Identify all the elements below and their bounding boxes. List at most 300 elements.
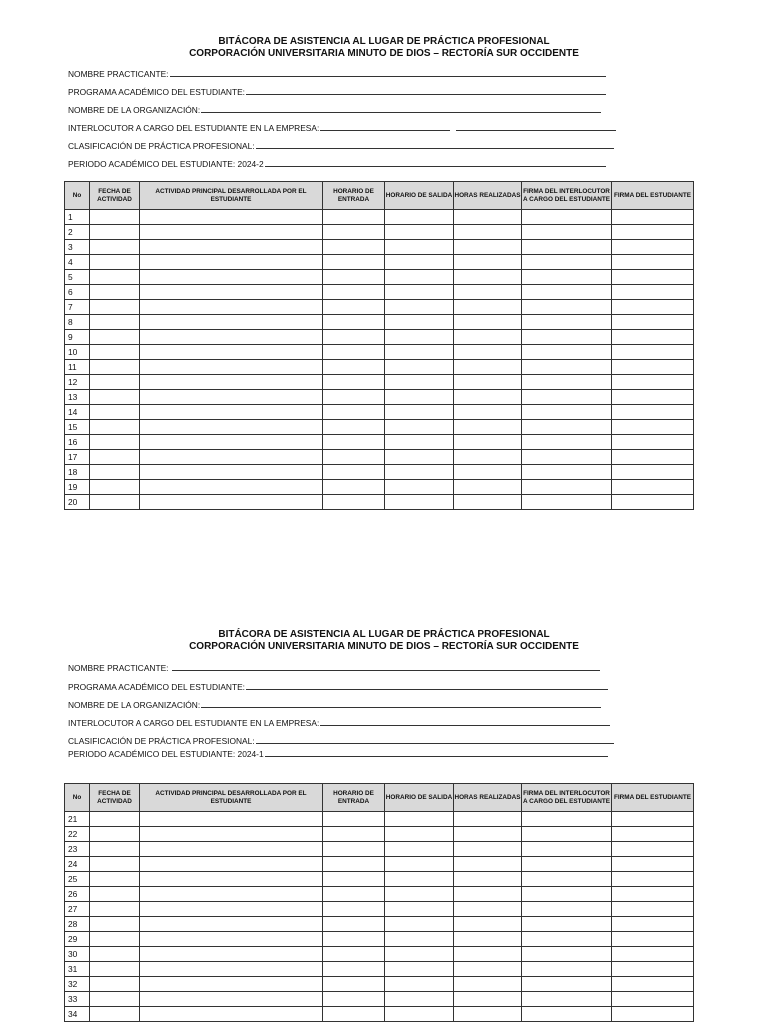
cell-horas[interactable] [454, 857, 522, 872]
field-nombre-practicante[interactable] [68, 68, 606, 80]
cell-fecha[interactable] [90, 375, 140, 390]
field-label: NOMBRE DE LA ORGANIZACIÓN: [68, 700, 201, 710]
cell-firma-estudiante[interactable] [612, 977, 694, 992]
cell-actividad[interactable] [140, 917, 323, 932]
cell-salida[interactable] [385, 330, 454, 345]
cell-entrada[interactable] [323, 480, 385, 495]
cell-fecha[interactable] [90, 345, 140, 360]
cell-horas[interactable] [454, 947, 522, 962]
cell-horas[interactable] [454, 1007, 522, 1022]
cell-actividad[interactable] [140, 300, 323, 315]
fill-line [170, 68, 606, 77]
cell-salida[interactable] [385, 1007, 454, 1022]
cell-salida[interactable] [385, 450, 454, 465]
cell-fecha[interactable] [90, 902, 140, 917]
cell-fecha[interactable] [90, 917, 140, 932]
cell-salida[interactable] [385, 495, 454, 510]
cell-actividad[interactable] [140, 872, 323, 887]
cell-horas[interactable] [454, 360, 522, 375]
cell-actividad[interactable] [140, 977, 323, 992]
cell-actividad[interactable] [140, 480, 323, 495]
cell-horas[interactable] [454, 270, 522, 285]
cell-horas[interactable] [454, 330, 522, 345]
cell-horas[interactable] [454, 887, 522, 902]
field-clasificacion[interactable] [68, 140, 614, 152]
cell-salida[interactable] [385, 240, 454, 255]
cell-firma-estudiante[interactable] [612, 405, 694, 420]
cell-fecha[interactable] [90, 947, 140, 962]
cell-firma-interlocutor[interactable] [522, 962, 612, 977]
cell-entrada[interactable] [323, 917, 385, 932]
cell-horas[interactable] [454, 917, 522, 932]
field-nombre-organizacion[interactable] [68, 104, 601, 116]
cell-salida[interactable] [385, 932, 454, 947]
cell-horas[interactable] [454, 465, 522, 480]
cell-fecha[interactable] [90, 977, 140, 992]
cell-firma-interlocutor[interactable] [522, 225, 612, 240]
cell-fecha[interactable] [90, 255, 140, 270]
cell-entrada[interactable] [323, 902, 385, 917]
cell-salida[interactable] [385, 405, 454, 420]
header-no: No [65, 182, 90, 210]
cell-entrada[interactable] [323, 210, 385, 225]
cell-fecha[interactable] [90, 270, 140, 285]
cell-horas[interactable] [454, 480, 522, 495]
cell-firma-estudiante[interactable] [612, 390, 694, 405]
row-number: 7 [65, 300, 90, 315]
cell-entrada[interactable] [323, 992, 385, 1007]
cell-firma-estudiante[interactable] [612, 255, 694, 270]
field-interlocutor[interactable] [68, 122, 616, 134]
cell-firma-interlocutor[interactable] [522, 842, 612, 857]
cell-fecha[interactable] [90, 435, 140, 450]
cell-entrada[interactable] [323, 962, 385, 977]
cell-firma-estudiante[interactable] [612, 375, 694, 390]
cell-firma-estudiante[interactable] [612, 360, 694, 375]
cell-firma-interlocutor[interactable] [522, 917, 612, 932]
fill-line [201, 699, 601, 708]
field-periodo-academico[interactable] [68, 158, 606, 170]
cell-entrada[interactable] [323, 345, 385, 360]
cell-firma-interlocutor[interactable] [522, 495, 612, 510]
fill-line [201, 104, 601, 113]
cell-actividad[interactable] [140, 330, 323, 345]
cell-salida[interactable] [385, 300, 454, 315]
cell-firma-interlocutor[interactable] [522, 947, 612, 962]
cell-actividad[interactable] [140, 375, 323, 390]
header-actividad-principal: ACTIVIDAD PRINCIPAL DESARROLLADA POR EL ESTUDIANTE [140, 784, 323, 812]
cell-firma-interlocutor[interactable] [522, 240, 612, 255]
cell-entrada[interactable] [323, 857, 385, 872]
cell-actividad[interactable] [140, 405, 323, 420]
cell-actividad[interactable] [140, 270, 323, 285]
cell-fecha[interactable] [90, 390, 140, 405]
cell-salida[interactable] [385, 977, 454, 992]
cell-firma-interlocutor[interactable] [522, 345, 612, 360]
cell-horas[interactable] [454, 435, 522, 450]
row-number: 27 [65, 902, 90, 917]
cell-fecha[interactable] [90, 360, 140, 375]
cell-entrada[interactable] [323, 390, 385, 405]
cell-fecha[interactable] [90, 827, 140, 842]
cell-horas[interactable] [454, 315, 522, 330]
cell-salida[interactable] [385, 827, 454, 842]
cell-firma-interlocutor[interactable] [522, 270, 612, 285]
cell-salida[interactable] [385, 360, 454, 375]
cell-horas[interactable] [454, 285, 522, 300]
cell-firma-interlocutor[interactable] [522, 330, 612, 345]
cell-actividad[interactable] [140, 495, 323, 510]
field-label: CLASIFICACIÓN DE PRÁCTICA PROFESIONAL: [68, 141, 255, 151]
cell-salida[interactable] [385, 390, 454, 405]
table-row [65, 947, 694, 962]
cell-firma-estudiante[interactable] [612, 962, 694, 977]
cell-salida[interactable] [385, 812, 454, 827]
table-row [65, 992, 694, 1007]
cell-firma-interlocutor[interactable] [522, 827, 612, 842]
header-fecha-actividad: FECHA DE ACTIVIDAD [90, 182, 140, 210]
table-row [65, 465, 694, 480]
cell-fecha[interactable] [90, 405, 140, 420]
cell-firma-estudiante[interactable] [612, 872, 694, 887]
cell-entrada[interactable] [323, 812, 385, 827]
cell-firma-interlocutor[interactable] [522, 435, 612, 450]
cell-entrada[interactable] [323, 225, 385, 240]
cell-horas[interactable] [454, 420, 522, 435]
cell-salida[interactable] [385, 465, 454, 480]
field-interlocutor[interactable] [68, 717, 610, 729]
cell-firma-estudiante[interactable] [612, 300, 694, 315]
cell-fecha[interactable] [90, 225, 140, 240]
table-row [65, 285, 694, 300]
cell-salida[interactable] [385, 480, 454, 495]
cell-horas[interactable] [454, 932, 522, 947]
cell-salida[interactable] [385, 947, 454, 962]
cell-firma-estudiante[interactable] [612, 450, 694, 465]
row-number: 22 [65, 827, 90, 842]
cell-actividad[interactable] [140, 240, 323, 255]
field-label: NOMBRE PRACTICANTE: [68, 69, 169, 79]
cell-horas[interactable] [454, 300, 522, 315]
field-programa-academico[interactable] [68, 86, 606, 98]
cell-fecha[interactable] [90, 857, 140, 872]
fill-line [265, 158, 606, 167]
cell-actividad[interactable] [140, 210, 323, 225]
cell-horas[interactable] [454, 405, 522, 420]
cell-horas[interactable] [454, 345, 522, 360]
cell-firma-estudiante[interactable] [612, 812, 694, 827]
cell-fecha[interactable] [90, 812, 140, 827]
header-horario-entrada: HORARIO DE ENTRADA [323, 182, 385, 210]
cell-firma-estudiante[interactable] [612, 210, 694, 225]
table-row [65, 435, 694, 450]
row-number: 32 [65, 977, 90, 992]
cell-firma-estudiante[interactable] [612, 465, 694, 480]
cell-actividad[interactable] [140, 812, 323, 827]
table-row [65, 345, 694, 360]
cell-firma-interlocutor[interactable] [522, 420, 612, 435]
form-title [0, 629, 768, 653]
cell-fecha[interactable] [90, 465, 140, 480]
cell-firma-interlocutor[interactable] [522, 887, 612, 902]
cell-firma-estudiante[interactable] [612, 285, 694, 300]
cell-firma-interlocutor[interactable] [522, 390, 612, 405]
cell-actividad[interactable] [140, 902, 323, 917]
cell-firma-estudiante[interactable] [612, 420, 694, 435]
cell-actividad[interactable] [140, 947, 323, 962]
cell-firma-interlocutor[interactable] [522, 812, 612, 827]
field-label: PROGRAMA ACADÉMICO DEL ESTUDIANTE: [68, 87, 245, 97]
cell-fecha[interactable] [90, 962, 140, 977]
table-row [65, 812, 694, 827]
cell-fecha[interactable] [90, 872, 140, 887]
cell-horas[interactable] [454, 450, 522, 465]
row-number: 11 [65, 360, 90, 375]
cell-firma-estudiante[interactable] [612, 887, 694, 902]
cell-firma-interlocutor[interactable] [522, 977, 612, 992]
cell-actividad[interactable] [140, 345, 323, 360]
cell-salida[interactable] [385, 857, 454, 872]
table-row [65, 270, 694, 285]
cell-salida[interactable] [385, 887, 454, 902]
cell-firma-estudiante[interactable] [612, 917, 694, 932]
cell-firma-estudiante[interactable] [612, 932, 694, 947]
row-number: 29 [65, 932, 90, 947]
cell-horas[interactable] [454, 255, 522, 270]
cell-firma-estudiante[interactable] [612, 240, 694, 255]
table-row [65, 827, 694, 842]
cell-fecha[interactable] [90, 420, 140, 435]
cell-firma-estudiante[interactable] [612, 857, 694, 872]
cell-salida[interactable] [385, 375, 454, 390]
cell-salida[interactable] [385, 435, 454, 450]
cell-entrada[interactable] [323, 872, 385, 887]
cell-salida[interactable] [385, 315, 454, 330]
cell-firma-interlocutor[interactable] [522, 255, 612, 270]
cell-salida[interactable] [385, 842, 454, 857]
cell-entrada[interactable] [323, 255, 385, 270]
cell-horas[interactable] [454, 827, 522, 842]
cell-actividad[interactable] [140, 1007, 323, 1022]
cell-firma-estudiante[interactable] [612, 435, 694, 450]
cell-firma-estudiante[interactable] [612, 495, 694, 510]
row-number: 19 [65, 480, 90, 495]
cell-horas[interactable] [454, 902, 522, 917]
cell-firma-estudiante[interactable] [612, 902, 694, 917]
table-row [65, 210, 694, 225]
table-row [65, 330, 694, 345]
cell-entrada[interactable] [323, 300, 385, 315]
table-row [65, 857, 694, 872]
cell-firma-interlocutor[interactable] [522, 210, 612, 225]
cell-firma-estudiante[interactable] [612, 827, 694, 842]
cell-fecha[interactable] [90, 992, 140, 1007]
cell-salida[interactable] [385, 872, 454, 887]
cell-actividad[interactable] [140, 315, 323, 330]
cell-entrada[interactable] [323, 465, 385, 480]
cell-firma-interlocutor[interactable] [522, 450, 612, 465]
cell-fecha[interactable] [90, 450, 140, 465]
cell-actividad[interactable] [140, 450, 323, 465]
cell-firma-estudiante[interactable] [612, 225, 694, 240]
cell-horas[interactable] [454, 812, 522, 827]
cell-entrada[interactable] [323, 240, 385, 255]
cell-fecha[interactable] [90, 932, 140, 947]
cell-firma-estudiante[interactable] [612, 1007, 694, 1022]
cell-entrada[interactable] [323, 827, 385, 842]
cell-firma-interlocutor[interactable] [522, 902, 612, 917]
cell-actividad[interactable] [140, 827, 323, 842]
cell-salida[interactable] [385, 270, 454, 285]
cell-actividad[interactable] [140, 360, 323, 375]
cell-actividad[interactable] [140, 255, 323, 270]
field-nombre-practicante[interactable] [68, 662, 600, 674]
field-label: PERIODO ACADÉMICO DEL ESTUDIANTE: 2024-2 [68, 159, 264, 169]
header-horario-entrada: HORARIO DE ENTRADA [323, 784, 385, 812]
cell-entrada[interactable] [323, 450, 385, 465]
cell-horas[interactable] [454, 225, 522, 240]
table-row [65, 1007, 694, 1022]
table-row [65, 962, 694, 977]
cell-firma-interlocutor[interactable] [522, 857, 612, 872]
cell-firma-interlocutor[interactable] [522, 285, 612, 300]
cell-firma-interlocutor[interactable] [522, 360, 612, 375]
field-clasificacion[interactable] [68, 735, 614, 747]
cell-fecha[interactable] [90, 842, 140, 857]
cell-fecha[interactable] [90, 480, 140, 495]
form-title-line-1: BITÁCORA DE ASISTENCIA AL LUGAR DE PRÁCTICA PROFESIONAL [218, 36, 550, 47]
cell-firma-estudiante[interactable] [612, 480, 694, 495]
cell-fecha[interactable] [90, 887, 140, 902]
cell-entrada[interactable] [323, 932, 385, 947]
cell-horas[interactable] [454, 210, 522, 225]
cell-actividad[interactable] [140, 932, 323, 947]
cell-firma-estudiante[interactable] [612, 842, 694, 857]
cell-salida[interactable] [385, 420, 454, 435]
cell-firma-interlocutor[interactable] [522, 872, 612, 887]
cell-actividad[interactable] [140, 887, 323, 902]
cell-salida[interactable] [385, 902, 454, 917]
cell-entrada[interactable] [323, 977, 385, 992]
cell-actividad[interactable] [140, 390, 323, 405]
cell-entrada[interactable] [323, 285, 385, 300]
cell-entrada[interactable] [323, 405, 385, 420]
cell-firma-interlocutor[interactable] [522, 315, 612, 330]
cell-entrada[interactable] [323, 495, 385, 510]
cell-entrada[interactable] [323, 330, 385, 345]
cell-firma-interlocutor[interactable] [522, 1007, 612, 1022]
cell-salida[interactable] [385, 255, 454, 270]
header-fecha-actividad: FECHA DE ACTIVIDAD [90, 784, 140, 812]
cell-fecha[interactable] [90, 210, 140, 225]
cell-salida[interactable] [385, 992, 454, 1007]
cell-fecha[interactable] [90, 495, 140, 510]
cell-entrada[interactable] [323, 842, 385, 857]
cell-salida[interactable] [385, 345, 454, 360]
row-number: 28 [65, 917, 90, 932]
cell-firma-interlocutor[interactable] [522, 992, 612, 1007]
cell-salida[interactable] [385, 917, 454, 932]
cell-horas[interactable] [454, 962, 522, 977]
cell-horas[interactable] [454, 977, 522, 992]
cell-actividad[interactable] [140, 225, 323, 240]
row-number: 15 [65, 420, 90, 435]
cell-horas[interactable] [454, 992, 522, 1007]
cell-entrada[interactable] [323, 375, 385, 390]
cell-fecha[interactable] [90, 330, 140, 345]
cell-actividad[interactable] [140, 435, 323, 450]
cell-entrada[interactable] [323, 435, 385, 450]
cell-fecha[interactable] [90, 285, 140, 300]
cell-horas[interactable] [454, 842, 522, 857]
cell-fecha[interactable] [90, 240, 140, 255]
table-row [65, 360, 694, 375]
cell-actividad[interactable] [140, 285, 323, 300]
cell-firma-estudiante[interactable] [612, 992, 694, 1007]
cell-actividad[interactable] [140, 857, 323, 872]
cell-firma-estudiante[interactable] [612, 315, 694, 330]
cell-firma-interlocutor[interactable] [522, 932, 612, 947]
table-row [65, 977, 694, 992]
cell-salida[interactable] [385, 285, 454, 300]
cell-actividad[interactable] [140, 420, 323, 435]
cell-fecha[interactable] [90, 1007, 140, 1022]
cell-firma-interlocutor[interactable] [522, 480, 612, 495]
cell-firma-interlocutor[interactable] [522, 300, 612, 315]
cell-horas[interactable] [454, 240, 522, 255]
row-number: 2 [65, 225, 90, 240]
cell-fecha[interactable] [90, 300, 140, 315]
cell-horas[interactable] [454, 375, 522, 390]
field-label: PROGRAMA ACADÉMICO DEL ESTUDIANTE: [68, 682, 245, 692]
row-number: 4 [65, 255, 90, 270]
header-horas-realizadas: HORAS REALIZADAS [454, 182, 522, 210]
cell-salida[interactable] [385, 225, 454, 240]
cell-firma-estudiante[interactable] [612, 270, 694, 285]
cell-salida[interactable] [385, 962, 454, 977]
cell-firma-estudiante[interactable] [612, 947, 694, 962]
field-nombre-organizacion[interactable] [68, 699, 601, 711]
cell-firma-interlocutor[interactable] [522, 465, 612, 480]
cell-salida[interactable] [385, 210, 454, 225]
cell-horas[interactable] [454, 872, 522, 887]
cell-firma-estudiante[interactable] [612, 345, 694, 360]
fill-line [246, 86, 606, 95]
cell-firma-interlocutor[interactable] [522, 405, 612, 420]
cell-entrada[interactable] [323, 315, 385, 330]
cell-horas[interactable] [454, 495, 522, 510]
cell-entrada[interactable] [323, 1007, 385, 1022]
cell-firma-interlocutor[interactable] [522, 375, 612, 390]
cell-entrada[interactable] [323, 887, 385, 902]
cell-actividad[interactable] [140, 465, 323, 480]
cell-actividad[interactable] [140, 992, 323, 1007]
cell-actividad[interactable] [140, 842, 323, 857]
cell-actividad[interactable] [140, 962, 323, 977]
cell-entrada[interactable] [323, 947, 385, 962]
cell-entrada[interactable] [323, 360, 385, 375]
cell-fecha[interactable] [90, 315, 140, 330]
cell-firma-estudiante[interactable] [612, 330, 694, 345]
field-programa-academico[interactable] [68, 681, 608, 693]
form-title-line-1: BITÁCORA DE ASISTENCIA AL LUGAR DE PRÁCTICA PROFESIONAL [218, 629, 550, 640]
cell-entrada[interactable] [323, 420, 385, 435]
field-periodo-academico[interactable] [68, 748, 608, 760]
cell-entrada[interactable] [323, 270, 385, 285]
field-label: CLASIFICACIÓN DE PRÁCTICA PROFESIONAL: [68, 736, 255, 746]
table-row [65, 300, 694, 315]
cell-horas[interactable] [454, 390, 522, 405]
